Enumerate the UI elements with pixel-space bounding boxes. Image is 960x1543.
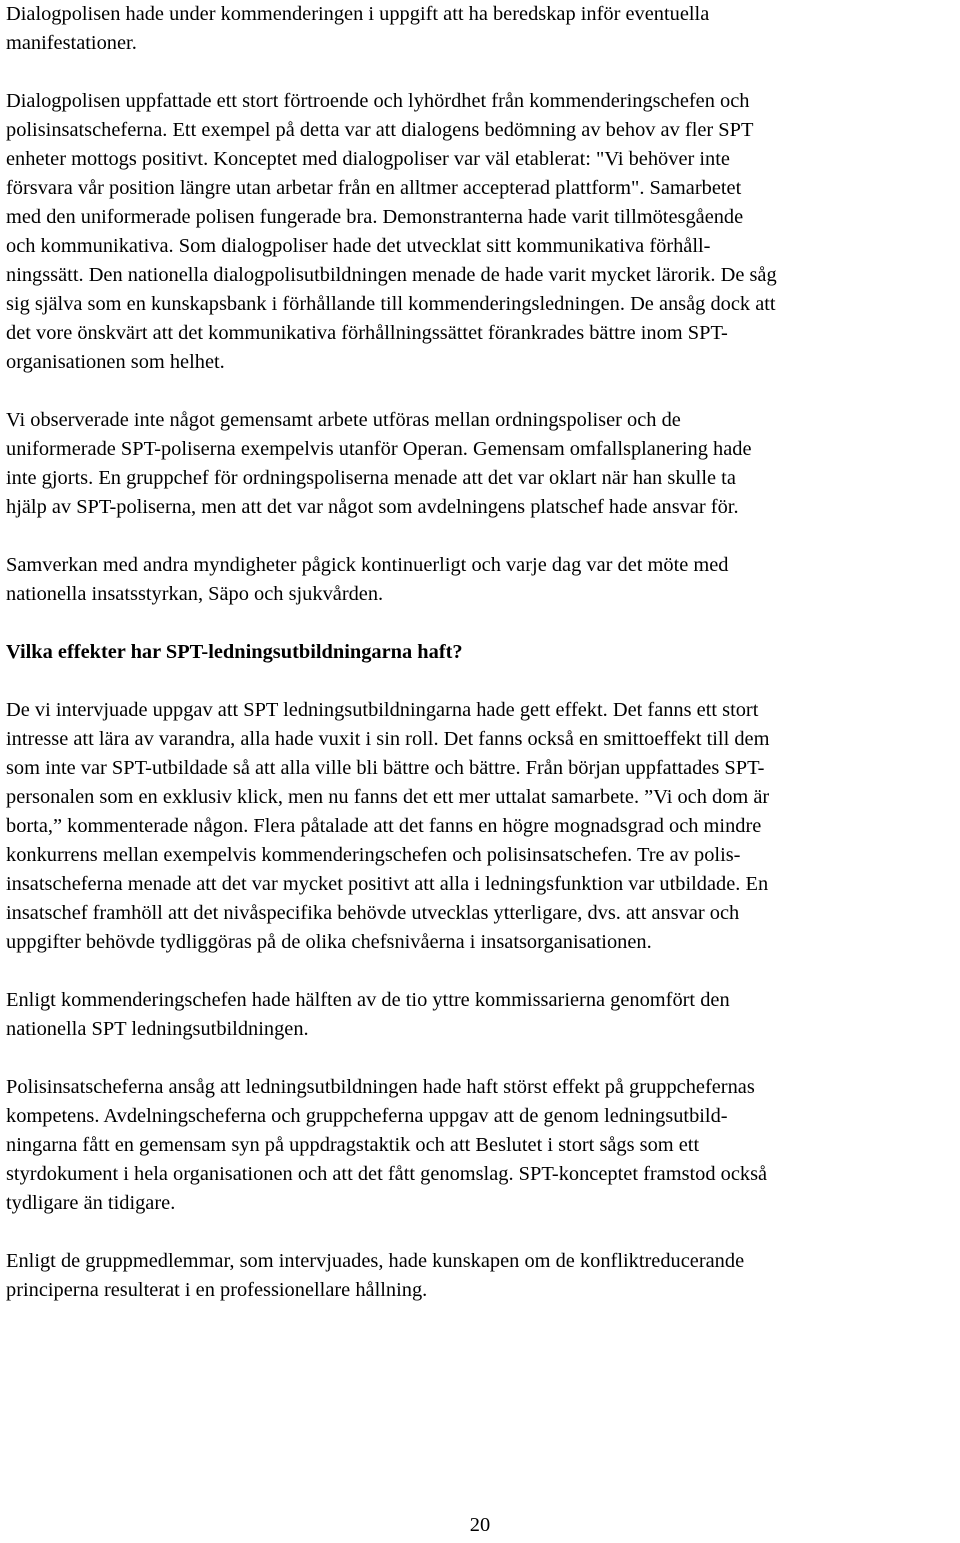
text-line: kompetens. Avdelningscheferna och gruppcheferna uppgav att de genom ledningsutbild- — [6, 1105, 728, 1127]
text-line: försvara vår position längre utan arbetar från en alltmer accepterad plattform". Samarbetet — [6, 177, 742, 199]
text-line: borta,” kommenterade någon. Flera påtalade att det fanns en högre mognadsgrad och mindre — [6, 815, 762, 837]
paragraph — [6, 406, 956, 522]
text-line: med den uniformerade polisen fungerade bra. Demonstranterna hade varit tillmötesgående — [6, 206, 744, 228]
text-line: Dialogpolisen hade under kommenderingen i uppgift att ha beredskap inför eventuella — [6, 3, 710, 25]
text-line: det vore önskvärt att det kommunikativa förhållningssättet förankrades bättre inom SPT- — [6, 322, 728, 344]
text-line: polisinsatscheferna. Ett exempel på detta var att dialogens bedömning av behov av fler SPT — [6, 119, 754, 141]
body-section-after-heading — [6, 696, 956, 1305]
text-line: inte gjorts. En gruppchef för ordningspoliserna menade att det var oklart när han skulle ta — [6, 467, 736, 489]
section-heading: Vilka effekter har SPT-ledningsutbildningarna haft? — [6, 641, 463, 663]
text-line: De vi intervjuade uppgav att SPT ledningsutbildningarna hade gett effekt. Det fanns ett stort — [6, 699, 759, 721]
text-line: som inte var SPT-utbildade så att alla ville bli bättre och bättre. Från början uppfattades SPT- — [6, 757, 765, 779]
text-line: nationella SPT ledningsutbildningen. — [6, 1018, 309, 1040]
paragraph — [6, 551, 956, 609]
text-line: personalen som en exklusiv klick, men nu fanns det ett mer uttalat samarbete. ”Vi och dom är — [6, 786, 770, 808]
body-section-before-heading — [6, 0, 956, 609]
text-line: styrdokument i hela organisationen och att det fått genomslag. SPT-konceptet framstod också — [6, 1163, 768, 1185]
text-line: hjälp av SPT-poliserna, men att det var något som avdelningens platschef hade ansvar för. — [6, 496, 739, 518]
text-line: ningarna fått en gemensam syn på uppdragstaktik och att Beslutet i stort sågs som ett — [6, 1134, 700, 1156]
paragraph — [6, 696, 956, 957]
text-line: Polisinsatscheferna ansåg att ledningsutbildningen hade haft störst effekt på gruppchefernas — [6, 1076, 755, 1098]
text-line: manifestationer. — [6, 32, 137, 54]
paragraph — [6, 986, 956, 1044]
paragraph — [6, 1073, 956, 1218]
text-line: enheter mottogs positivt. Konceptet med dialogpoliser var väl etablerat: "Vi behöver inte — [6, 148, 730, 170]
text-line: ningssätt. Den nationella dialogpolisutbildningen menade de hade varit mycket lärorik. De såg — [6, 264, 777, 286]
text-line: Enligt de gruppmedlemmar, som intervjuades, hade kunskapen om de konfliktreducerande — [6, 1250, 745, 1272]
text-line: uniformerade SPT-poliserna exempelvis utanför Operan. Gemensam omfallsplanering hade — [6, 438, 752, 460]
text-line: insatscheferna menade att det var mycket positivt att alla i ledningsfunktion var utbildade. En — [6, 873, 769, 895]
text-line: tydligare än tidigare. — [6, 1192, 176, 1214]
text-line: Dialogpolisen uppfattade ett stort förtroende och lyhördhet från kommenderingschefen och — [6, 90, 750, 112]
text-line: principerna resulterat i en professionellare hållning. — [6, 1279, 428, 1301]
document-page — [6, 0, 956, 1334]
text-line: konkurrens mellan exempelvis kommenderingschefen och polisinsatschefen. Tre av polis- — [6, 844, 741, 866]
text-line: insatschef framhöll att det nivåspecifika behövde utvecklas ytterligare, dvs. att ansvar och — [6, 902, 740, 924]
text-line: och kommunikativa. Som dialogpoliser hade det utvecklat sitt kommunikativa förhåll- — [6, 235, 711, 257]
text-line: Samverkan med andra myndigheter pågick kontinuerligt och varje dag var det möte med — [6, 554, 729, 576]
text-line: Enligt kommenderingschefen hade hälften av de tio yttre kommissarierna genomfört den — [6, 989, 730, 1011]
paragraph — [6, 0, 956, 58]
paragraph — [6, 1247, 956, 1305]
text-line: Vi observerade inte något gemensamt arbete utföras mellan ordningspoliser och de — [6, 409, 681, 431]
text-line: sig själva som en kunskapsbank i förhållande till kommenderingsledningen. De ansåg dock att — [6, 293, 776, 315]
text-line: organisationen som helhet. — [6, 351, 225, 373]
page-number: 20 — [469, 1514, 491, 1536]
text-line: nationella insatsstyrkan, Säpo och sjukvården. — [6, 583, 384, 605]
paragraph — [6, 87, 956, 377]
text-line: uppgifter behövde tydliggöras på de olika chefsnivåerna i insatsorganisationen. — [6, 931, 652, 953]
text-line: intresse att lära av varandra, alla hade vuxit i sin roll. Det fanns också en smittoeffekt till dem — [6, 728, 770, 750]
